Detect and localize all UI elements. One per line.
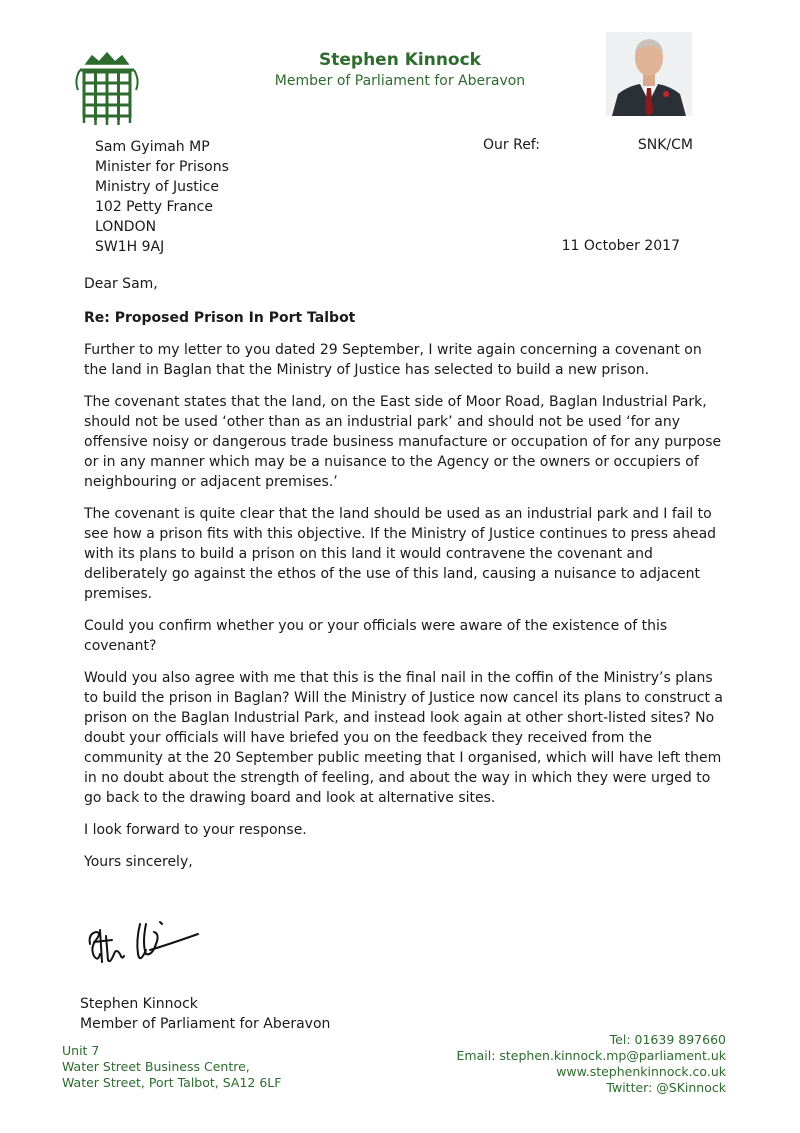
address-line: Ministry of Justice: [95, 179, 219, 195]
letter-date: 11 October 2017: [561, 238, 680, 254]
contact-phone: Tel: 01639 897660: [609, 1032, 726, 1047]
address-line: LONDON: [95, 219, 157, 235]
subject-line: Re: Proposed Prison In Port Talbot: [84, 310, 356, 326]
letter-body: [84, 274, 724, 884]
signatory-name: Stephen Kinnock: [80, 996, 198, 1012]
office-address: [62, 1043, 281, 1091]
body-paragraph: The covenant states that the land, on the East side of Moor Road, Baglan Industrial Park, should not be used ‘other than as an industrial park’ and should not be used ‘for any offensive noisy or dangerous trade business manufacture or occupation of for any purpose or in any manner which may be a nuisance to the Agency or the owners or occupiers of neighbouring or adjacent premises.’: [84, 394, 722, 490]
letterhead-role: Member of Parliament for Aberavon: [274, 73, 526, 89]
mp-portrait-icon: [606, 32, 692, 116]
body-paragraph: Further to my letter to you dated 29 September, I write again concerning a covenant on the land in Baglan that the Ministry of Justice has selected to build a new prison.: [84, 342, 702, 378]
contact-twitter: Twitter: @SKinnock: [606, 1080, 726, 1095]
letterhead-name: Stephen Kinnock: [319, 50, 481, 70]
address-line: SW1H 9AJ: [95, 239, 165, 255]
body-paragraph: The covenant is quite clear that the land should be used as an industrial park and I fail to see how a prison fits with this objective. If the Ministry of Justice continues to press ahead with its plans to build a prison on this land it would contravene the covenant and deliberately go against the ethos of the use of this land, causing a nuisance to adjacent premises.: [84, 506, 717, 602]
contact-website: www.stephenkinnock.co.uk: [556, 1064, 726, 1079]
recipient-address: [95, 137, 229, 257]
address-line: Minister for Prisons: [95, 159, 229, 175]
office-address-line: Water Street, Port Talbot, SA12 6LF: [62, 1075, 282, 1090]
signatory-role: Member of Parliament for Aberavon: [80, 1016, 331, 1032]
body-paragraph: Would you also agree with me that this is the final nail in the coffin of the Ministry’s plans to build the prison in Baglan? Will the Ministry of Justice now cancel its plans to construct a prison on the Baglan Industrial Park, and instead look again at other short-listed sites? No doubt your officials will have briefed you on the feedback they received from the community at the 20 September public meeting that I organised, which will have left them in no doubt about the strength of feeling, and about the way in which they were urged to go back to the drawing board and look at alternative sites.: [84, 670, 723, 806]
reference-value: SNK/CM: [637, 137, 693, 153]
closing: Yours sincerely,: [84, 854, 193, 870]
address-line: Sam Gyimah MP: [95, 139, 210, 155]
address-line: 102 Petty France: [95, 199, 213, 215]
body-paragraph: Could you confirm whether you or your officials were aware of the existence of this covenant?: [84, 618, 668, 654]
office-address-line: Water Street Business Centre,: [62, 1059, 250, 1074]
reference-label: Our Ref:: [483, 137, 540, 153]
contact-email: Email: stephen.kinnock.mp@parliament.uk: [456, 1048, 726, 1063]
office-address-line: Unit 7: [62, 1043, 100, 1058]
contact-details: [457, 1032, 726, 1096]
body-paragraph: I look forward to your response.: [84, 822, 307, 838]
handwritten-signature-icon: [80, 910, 205, 974]
signatory: [80, 994, 330, 1034]
salutation: Dear Sam,: [84, 276, 158, 292]
portcullis-icon: [72, 50, 142, 126]
